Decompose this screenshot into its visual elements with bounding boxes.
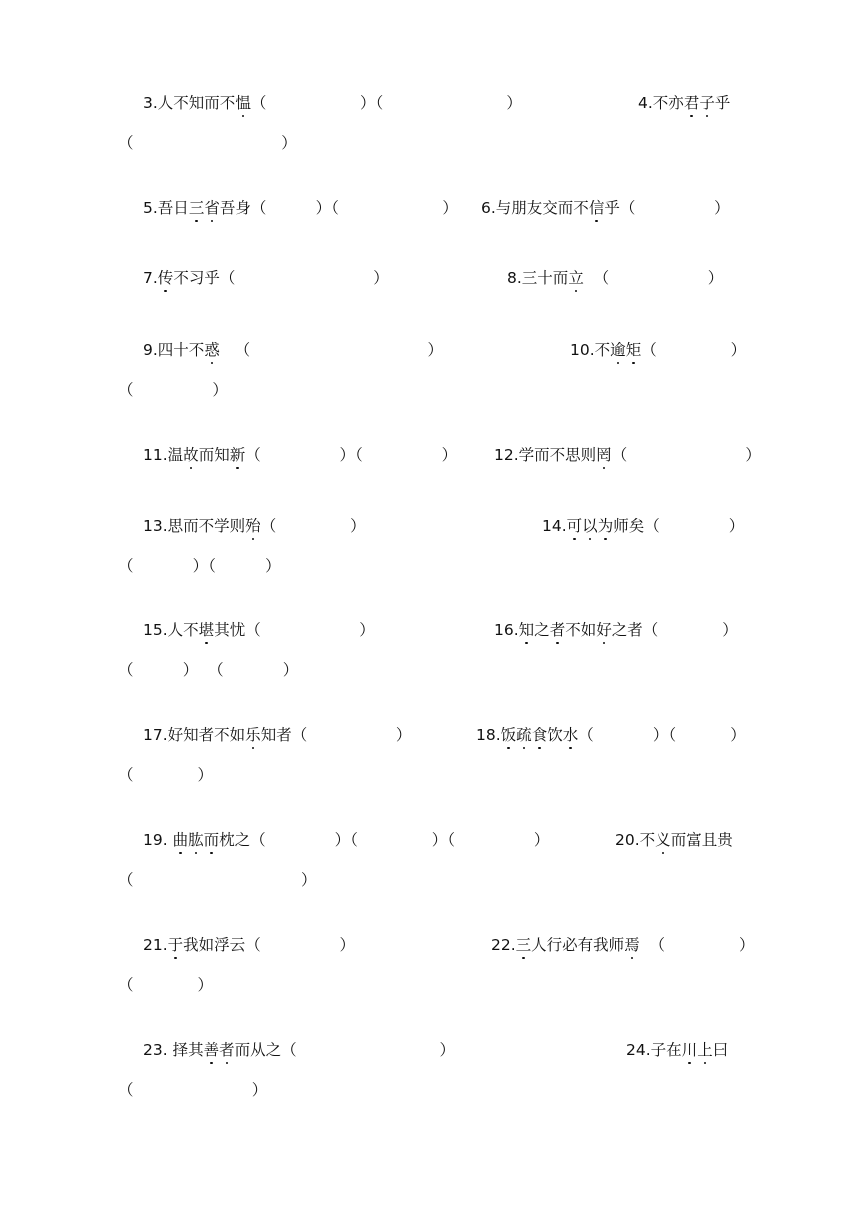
answer-blank[interactable]: （ ）（ ） [245,446,458,464]
dotted-character: 省 [204,199,220,217]
dotted-character: 饭 [500,726,517,744]
dotted-character: 好 [596,621,612,639]
answer-blank[interactable]: （ ） [583,269,724,287]
question-text: 不 [594,341,611,359]
question-text: 温 [167,446,184,464]
answer-blank[interactable]: （ ） [639,936,755,954]
question-text: 不习乎 [173,269,220,287]
question-item-7 [143,268,389,288]
answer-blank[interactable]: （ ） [245,936,356,954]
question-number: 19. [143,831,173,849]
question-text: 子在 [650,1041,682,1059]
dotted-character: 惑 [204,341,220,359]
question-item-6 [481,198,730,218]
question-text: 且 [701,831,718,849]
question-item-23 [143,1040,455,1060]
question-text: 知者 [260,726,292,744]
answer-blank[interactable]: （ ）（ ） [250,94,522,112]
question-text: 曰 [712,1041,729,1059]
dotted-character: 故 [183,446,199,464]
dotted-character: 矩 [625,341,642,359]
question-text: 三十而 [521,269,569,287]
dotted-character: 可 [566,517,583,535]
question-item-22b [118,975,213,995]
dotted-character: 罔 [596,446,612,464]
answer-blank[interactable]: （ ） [118,381,228,399]
answer-blank[interactable]: （ ） [118,766,214,784]
question-item-8 [507,268,723,288]
answer-blank[interactable]: （ ）（ ） [118,557,281,575]
question-text: 饮 [547,726,563,744]
question-number: 17. [143,726,168,744]
question-item-3 [143,93,522,113]
dotted-character: 肱 [188,831,204,849]
question-text: 四十不 [157,341,205,359]
question-number: 9. [143,341,158,359]
question-number: 18. [476,726,501,744]
question-text: 与朋友交而不 [495,199,589,217]
question-item-24a [626,1040,728,1060]
question-number: 20. [615,831,640,849]
question-number: 5. [143,199,158,217]
question-number: 13. [143,517,168,535]
dotted-character: 上 [697,1041,713,1059]
question-item-4b [118,133,297,153]
question-text: 而知 [198,446,230,464]
answer-blank[interactable]: （ ） [219,341,443,359]
question-text: 吾日 [157,199,189,217]
question-number: 6. [481,199,496,217]
question-number: 15. [143,621,168,639]
question-text: 好知者不如 [167,726,246,744]
question-item-20a [615,830,733,850]
question-text: 而 [670,831,687,849]
question-text: 我如浮云 [183,936,246,954]
question-item-9 [143,340,443,360]
question-text: 之 [234,831,251,849]
dotted-character: 而 [203,831,220,849]
answer-blank[interactable]: （ ）（ ） [578,726,746,744]
question-number: 21. [143,936,168,954]
question-item-14b [118,556,281,576]
dotted-character: 堪 [198,621,215,639]
question-text: 吾身 [219,199,251,217]
question-text: 枕 [219,831,235,849]
question-text: 不如 [565,621,597,639]
dotted-character: 曲 [172,831,189,849]
dotted-character: 逾 [610,341,626,359]
question-number: 14. [542,517,567,535]
answer-blank[interactable]: （ ） [644,517,745,535]
question-item-20b [118,870,317,890]
question-item-10b [118,380,228,400]
question-text: 乎 [604,199,620,217]
answer-blank[interactable]: （ ） [611,446,761,464]
answer-blank[interactable]: （ ） [260,517,366,535]
answer-blank[interactable]: （ ） （ ） [118,661,299,679]
question-item-22a [491,935,754,955]
dotted-character: 者 [219,1041,235,1059]
dotted-character: 殆 [245,517,261,535]
question-text: 不 [639,831,656,849]
dotted-character: 三 [188,199,205,217]
dotted-character: 新 [229,446,246,464]
question-text: 贵 [717,831,733,849]
answer-blank[interactable]: （ ） [641,341,747,359]
dotted-character: 信 [588,199,605,217]
dotted-character: 川 [681,1041,698,1059]
question-text: 其忧 [214,621,246,639]
dotted-character: 者 [549,621,566,639]
question-item-15 [143,620,375,640]
dotted-character: 子 [699,94,715,112]
question-number: 16. [494,621,519,639]
answer-blank[interactable]: （ ） [118,976,214,994]
question-number: 12. [494,446,519,464]
question-item-16b [118,660,298,680]
question-number: 3. [143,94,158,112]
dotted-character: 水 [562,726,579,744]
answer-blank[interactable]: （ ） [619,199,730,217]
dotted-character: 三 [515,936,532,954]
question-item-12 [494,445,761,465]
question-item-13 [143,516,366,536]
answer-blank[interactable]: （ ） [118,134,297,152]
dotted-character: 善 [203,1041,220,1059]
question-text: 不亦 [652,94,684,112]
question-text: 学而不思则 [518,446,597,464]
question-text: 人不 [167,621,199,639]
dotted-character: 为 [597,517,614,535]
question-text: 思而不学则 [167,517,246,535]
question-number: 24. [626,1041,651,1059]
dotted-character: 食 [531,726,548,744]
question-item-14a [542,516,744,536]
answer-blank[interactable]: （ ）（ ）（ ） [250,831,550,849]
dotted-character: 知 [518,621,535,639]
answer-blank[interactable]: （ ）（ ） [250,199,458,217]
question-item-18a [476,725,746,745]
dotted-character: 传 [157,269,174,287]
question-number: 7. [143,269,158,287]
question-number: 10. [570,341,595,359]
dotted-character: 以 [582,517,598,535]
question-text: 之者 [611,621,643,639]
question-item-17 [143,725,411,745]
dotted-character: 乐 [245,726,261,744]
dotted-character: 焉 [624,936,640,954]
answer-blank[interactable]: （ ） [245,621,375,639]
question-text: 人行必有我师 [531,936,625,954]
question-item-24b [118,1080,267,1100]
question-text: 而从之 [234,1041,282,1059]
question-text: 师矣 [613,517,645,535]
question-text: 富 [686,831,702,849]
question-number: 4. [638,94,653,112]
answer-blank[interactable]: （ ） [642,621,738,639]
question-number: 22. [491,936,516,954]
question-item-4a [638,93,730,113]
answer-blank[interactable]: （ ） [118,871,317,889]
question-item-16a [494,620,738,640]
question-text: 之 [534,621,550,639]
question-number: 11. [143,446,168,464]
question-number: 23. [143,1041,173,1059]
question-text: 人不知而不 [157,94,236,112]
answer-blank[interactable]: （ ） [291,726,412,744]
question-item-21 [143,935,355,955]
dotted-character: 立 [568,269,584,287]
question-item-11 [143,445,457,465]
question-item-19 [143,830,549,850]
answer-blank[interactable]: （ ） [281,1041,456,1059]
dotted-character: 义 [655,831,671,849]
question-item-18b [118,765,213,785]
answer-blank[interactable]: （ ） [219,269,389,287]
question-item-10a [570,340,746,360]
dotted-character: 于 [167,936,184,954]
dotted-character: 君 [683,94,700,112]
answer-blank[interactable]: （ ） [118,1081,268,1099]
question-text: 乎 [714,94,731,112]
question-item-5 [143,198,458,218]
dotted-character: 愠 [235,94,251,112]
question-text: 择其 [172,1041,204,1059]
dotted-character: 疏 [516,726,532,744]
question-number: 8. [507,269,522,287]
